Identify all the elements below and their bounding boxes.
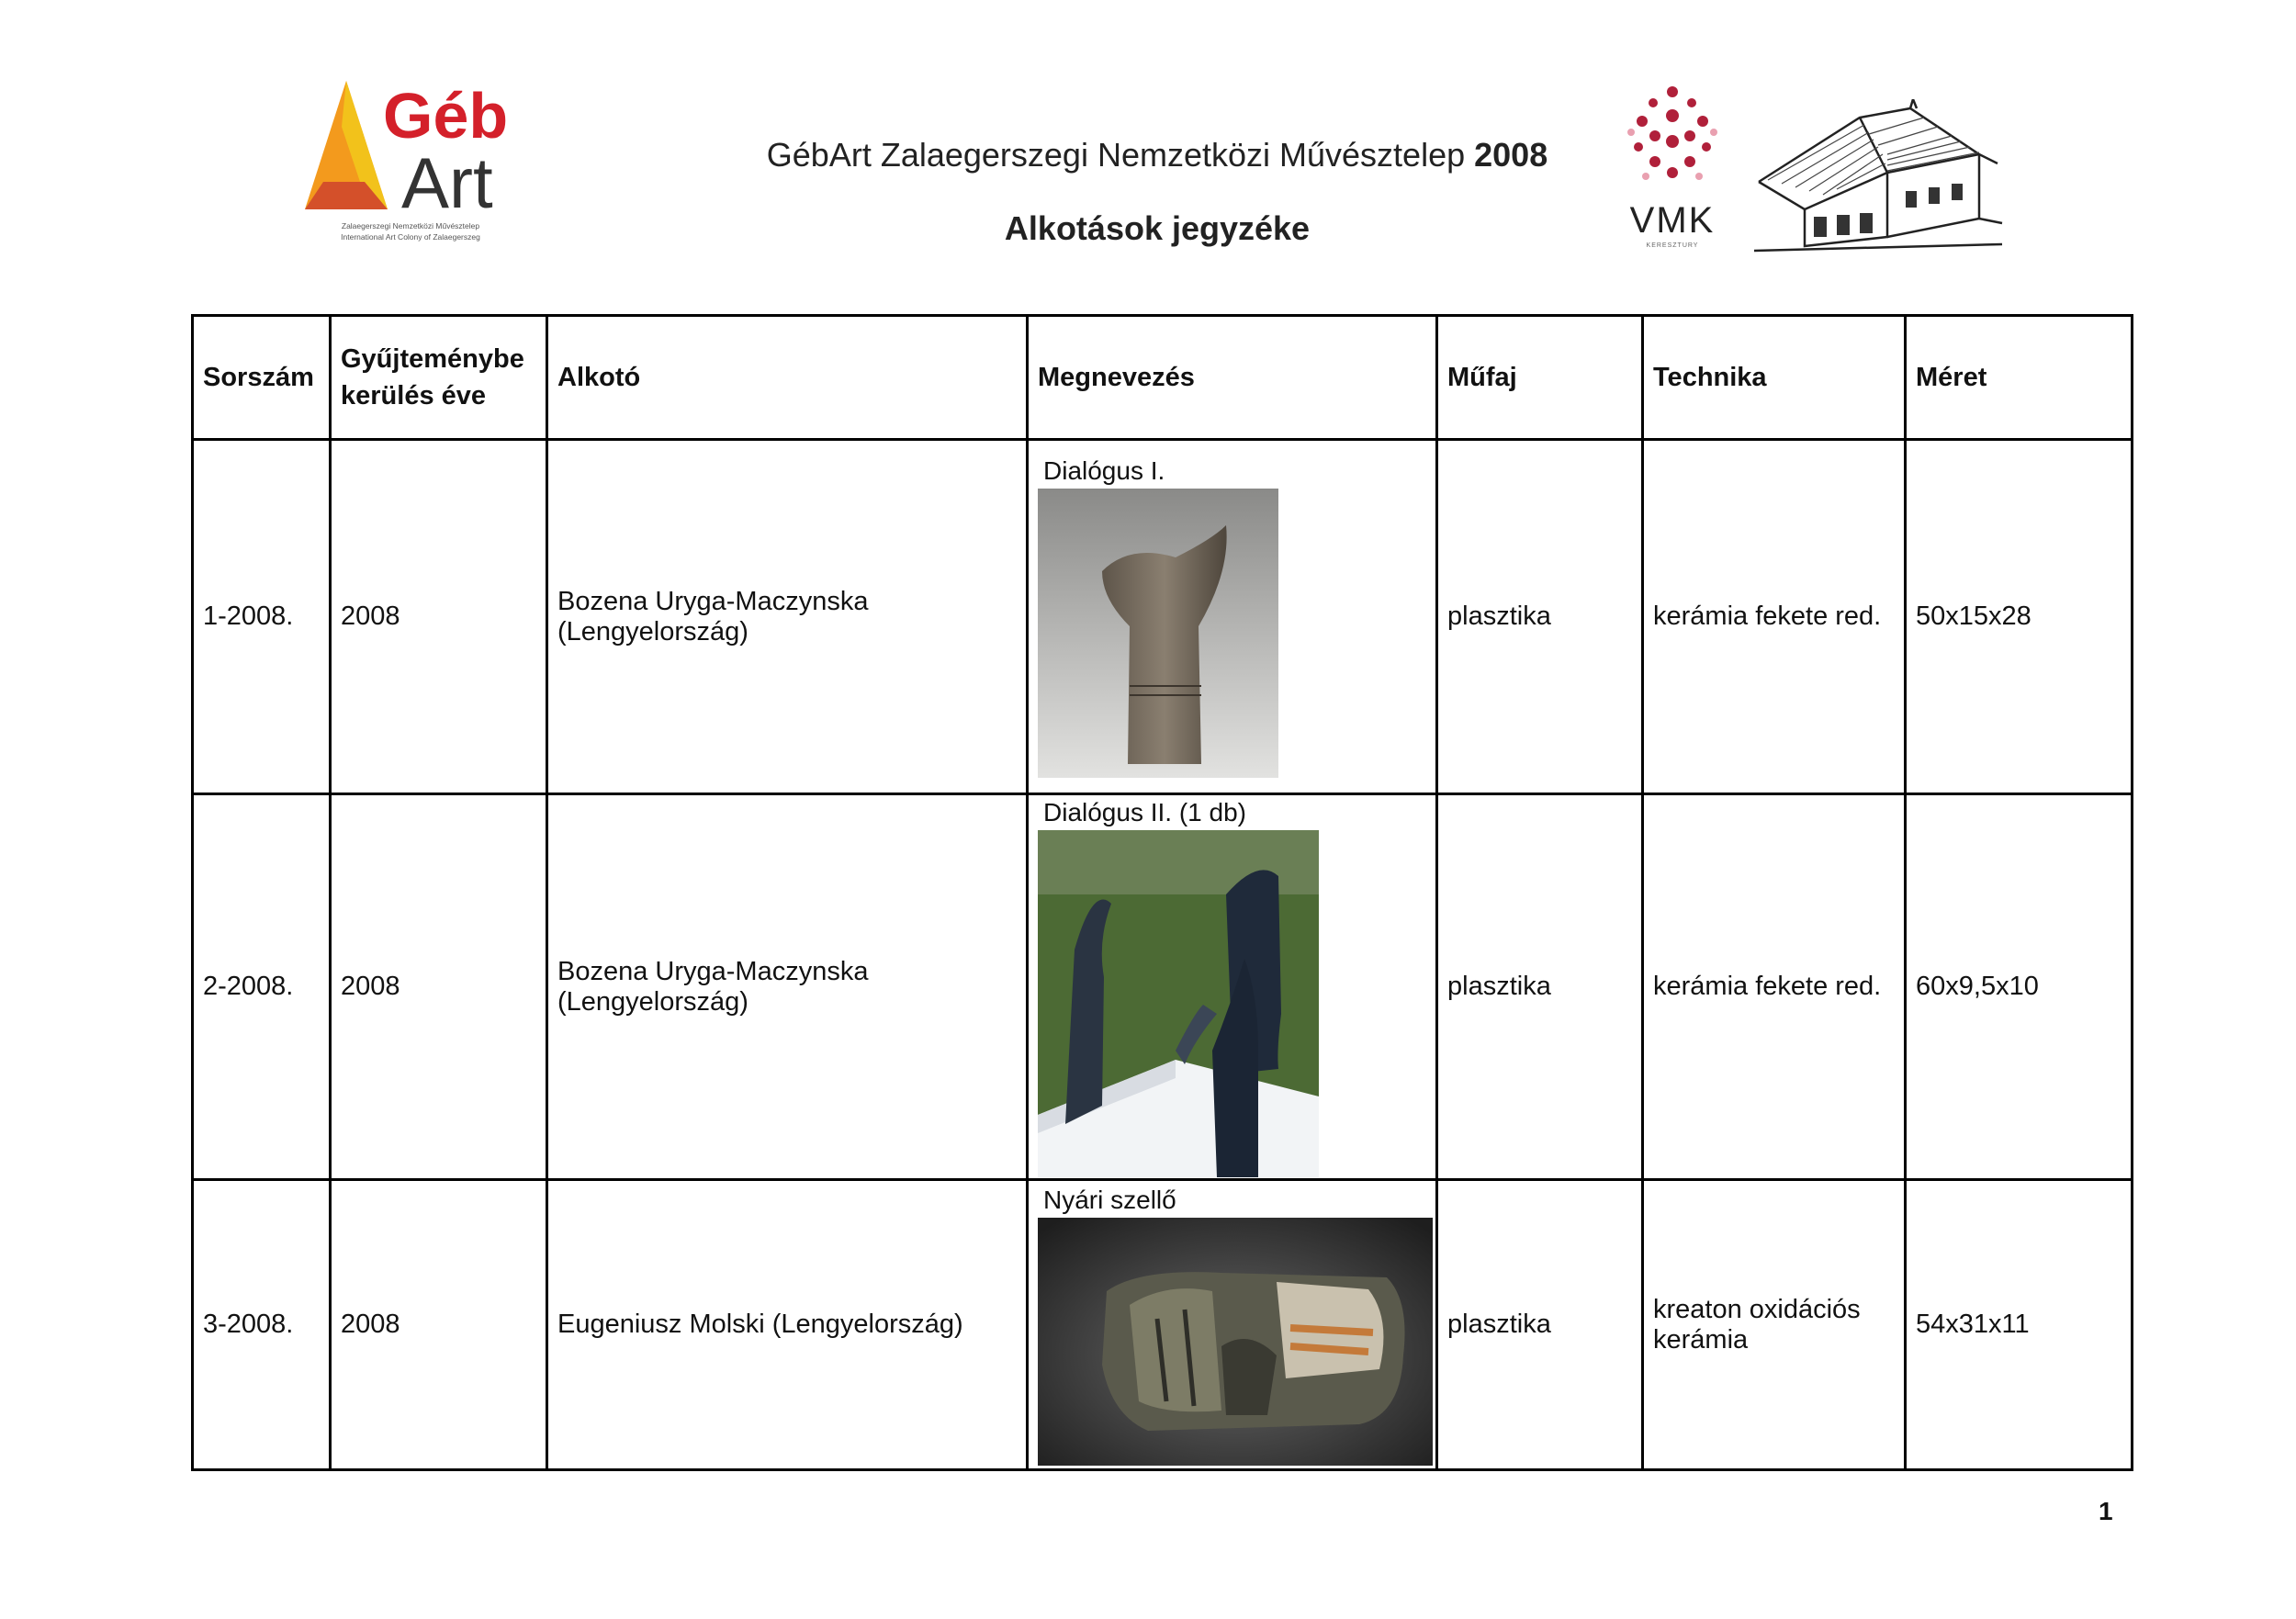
document-title-text: GébArt Zalaegerszegi Nemzetközi Művésztelep: [766, 136, 1466, 174]
house-drawing-icon: [1750, 99, 2007, 257]
artwork-photo-nyari-szello: [1038, 1218, 1433, 1466]
cell-number: 3-2008.: [193, 1180, 331, 1470]
vmk-logo-text: VMK: [1629, 200, 1716, 241]
vmk-logo-subtext: KERESZTURY: [1646, 242, 1699, 249]
column-header-number: Sorszám: [193, 316, 331, 440]
cell-size: 60x9,5x10: [1906, 794, 2133, 1180]
artwork-title: Nyári szellő: [1043, 1185, 1176, 1214]
cell-year: 2008: [331, 440, 547, 794]
artwork-photo-dialogus-1: [1038, 489, 1278, 778]
logo-art-text: Art: [401, 142, 493, 223]
cell-technique: kerámia fekete red.: [1643, 794, 1906, 1180]
cell-genre: plasztika: [1437, 440, 1643, 794]
column-header-technique: Technika: [1643, 316, 1906, 440]
logo-tagline-line1: Zalaegerszegi Nemzetközi Művésztelep: [341, 221, 480, 230]
cell-artist: Bozena Uryga-Maczynska (Lengyelország): [547, 440, 1028, 794]
cell-number: 1-2008.: [193, 440, 331, 794]
table-header-row: [193, 316, 2133, 440]
column-header-genre: Műfaj: [1437, 316, 1643, 440]
column-header-year: Gyűjteménybe kerülés éve: [331, 316, 547, 440]
cell-year: 2008: [331, 794, 547, 1180]
artwork-title: Dialógus I.: [1043, 456, 1165, 485]
logo-tagline-line2: International Art Colony of Zalaegerszeg: [341, 232, 480, 242]
logo-tagline: [296, 220, 525, 242]
cell-size: 54x31x11: [1906, 1180, 2133, 1470]
document-title: [716, 136, 1598, 174]
cell-technique: kerámia fekete red.: [1643, 440, 1906, 794]
page-number: 1: [2099, 1497, 2113, 1525]
artwork-title: Dialógus II. (1 db): [1043, 797, 1246, 826]
column-header-size: Méret: [1906, 316, 2133, 440]
column-header-title: Megnevezés: [1028, 316, 1437, 440]
logo-geb-text: Géb: [383, 80, 509, 152]
cell-title: [1028, 1180, 1437, 1470]
cell-genre: plasztika: [1437, 794, 1643, 1180]
artworks-table: [191, 314, 2133, 1471]
artwork-photo-dialogus-2: [1038, 830, 1319, 1177]
cell-artist: Bozena Uryga-Maczynska (Lengyelország): [547, 794, 1028, 1180]
cell-genre: plasztika: [1437, 1180, 1643, 1470]
document-subtitle: Alkotások jegyzéke: [1004, 209, 1311, 247]
cell-technique: kreaton oxidációs kerámia: [1643, 1180, 1906, 1470]
table-row: [193, 794, 2133, 1180]
cell-artist: Eugeniusz Molski (Lengyelország): [547, 1180, 1028, 1470]
table-row: [193, 440, 2133, 794]
cell-title: [1028, 440, 1437, 794]
table-row: [193, 1180, 2133, 1470]
cell-title: [1028, 794, 1437, 1180]
cell-number: 2-2008.: [193, 794, 331, 1180]
column-header-artist: Alkotó: [547, 316, 1028, 440]
document-title-year: 2008: [1474, 136, 1548, 174]
cell-size: 50x15x28: [1906, 440, 2133, 794]
cell-year: 2008: [331, 1180, 547, 1470]
